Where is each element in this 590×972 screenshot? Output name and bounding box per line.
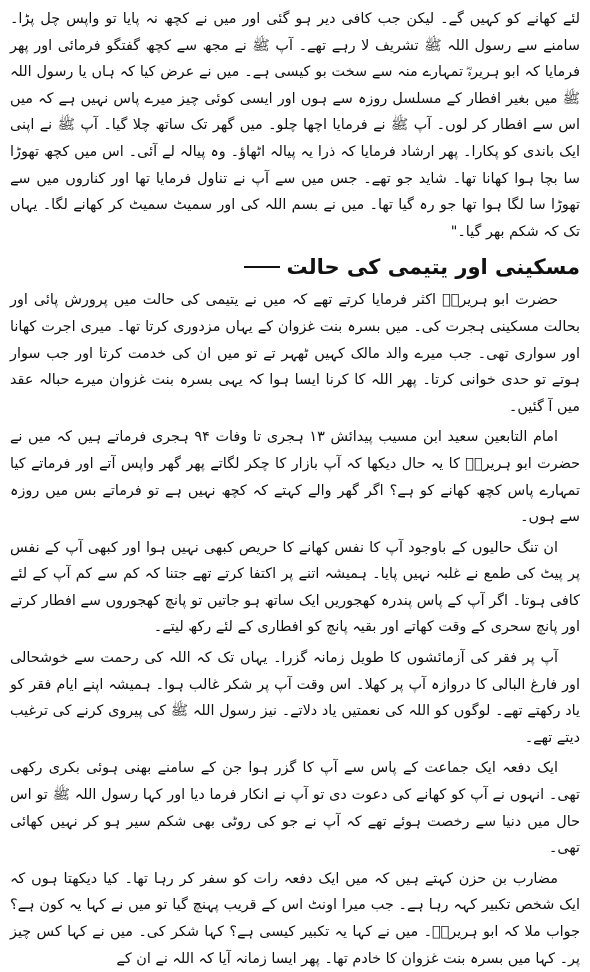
paragraph-2: امام التابعین سعید ابن مسیب پیدائش ۱۳ ہجری تا وفات ۹۴ ہجری فرماتے ہیں کہ میں نے حضرت ابو ہریرہؓ کا یہ حال دیکھا کہ آپ بازار کا چکر لگاتے پھر گھر واپس آتے اور فرماتے کیا تمہارے پاس کچھ کھانے کو ہے؟ اگر گھر والے کہتے کہ کچھ نہیں ہے تو فرماتے بس میں روزہ سے ہوں۔ [10, 429, 580, 526]
paragraph-3: ان تنگ حالیوں کے باوجود آپ کا نفس کھانے کا حریص کبھی نہیں ہوا اور کبھی آپ کے نفس پر پیٹ کی طمع نے غلبہ نہیں پایا۔ ہمیشہ اتنے پر اکتفا کرتے تھے جتنا کہ کم سے کم آپ کے لئے کافی ہوتا۔ اگر آپ کے پاس پندرہ کھجوریں ایک ساتھ ہو جاتیں تو پانچ کھجوروں سے افطار کرتے اور پانچ سحری کے وقت کھاتے اور بقیہ پانچ کو افطاری کے لئے رکھ لیتے۔ [10, 539, 580, 636]
paragraph-1: حضرت ابو ہریرہؓ اکثر فرمایا کرتے تھے کہ میں نے یتیمی کی حالت میں پرورش پائی اور بحالت مسکینی ہجرت کی۔ میں بسرہ بنت غزوان کے یہاں مزدوری کرتا تھا۔ میری اجرت کھانا اور سواری تھی۔ جب میرے والد مالک کہیں ٹھہر تے تو میں ان کی خدمت کرتا اور جب سوار ہوتے تو حدی خوانی کرتا۔ پھر اللہ کا کرنا ایسا ہوا کہ یہی بسرہ بنت غزوان میرے حبالہ عقد میں آ گئیں۔ [10, 292, 580, 415]
paragraph-5: ایک دفعہ ایک جماعت کے پاس سے آپ کا گزر ہوا جن کے سامنے بھنی ہوئی بکری رکھی تھی۔ انہوں نے آپ کو کھانے کی دعوت دی تو آپ نے انکار فرما دیا اور کہا رسول اللہ ﷺ تو اس حال میں دنیا سے رخصت ہوئے تھے کہ آپ نے جو کی روٹی بھی شکم سیر ہو کر نہیں کھائی تھی۔ [10, 760, 580, 857]
paragraph-6: مضارب بن حزن کہتے ہیں کہ میں ایک دفعہ رات کو سفر کر رہا تھا۔ کیا دیکھتا ہوں کہ ایک شخص تکبیر کہہ رہا ہے۔ جب میرا اونٹ اس کے قریب پہنچ گیا تو میں نے کہا یہ کون ہے؟ جواب ملا کہ ابو ہریرہؓ۔ میں نے کہا یہ تکبیر کیسی ہے؟ کہا شکر کی۔ میں نے کہا کس چیز پر۔ کہا میں بسرہ بنت غزوان کا خادم تھا۔ پھر ایسا زمانہ آیا کہ اللہ نے ان کے [10, 870, 580, 967]
section-heading-text: مسکینی اور یتیمی کی حالت [286, 255, 580, 280]
section-heading [10, 253, 580, 281]
paragraph-4: آپ پر فقر کی آزمائشوں کا طویل زمانہ گزرا۔ یہاں تک کہ اللہ کی رحمت سے خوشحالی اور فارغ البالی کا دروازہ آپ پر کھلا۔ اس وقت آپ پر شکر غالب ہوا۔ ہمیشہ اپنے ایام فقر کو یاد رکھتے تھے۔ لوگوں کو اللہ کی نعمتیں یاد دلاتے۔ نیز رسول اللہ ﷺ کی پیروی کرنے کی ترغیب دیتے تھے۔ [10, 650, 580, 746]
paragraph-continued: لئے کھانے کو کہیں گے۔ لیکن جب کافی دیر ہو گئی اور میں نے کچھ نہ پایا تو واپس چل پڑا۔ سامنے سے رسول اللہ ﷺ تشریف لا رہے تھے۔ آپ ﷺ نے مجھ سے کچھ گفتگو فرمائی اور پھر فرمایا کہ ابو ہریرہؓ تمہارے منہ سے سخت بو کیسی ہے۔ میں نے عرض کیا کہ ہاں یا رسول اللہ ﷺ میں بغیر افطار کے مسلسل روزہ سے ہوں اور ایسی کوئی چیز میرے پاس نہیں ہے کہ میں اس سے افطار کر لوں۔ آپ ﷺ نے فرمایا اچھا چلو۔ میں گھر تک ساتھ چلا گیا۔ آپ ﷺ نے اپنی ایک باندی کو پکارا۔ پھر ارشاد فرمایا کہ ذرا یہ پیالہ اٹھاؤ۔ وہ پیالہ لے آئی۔ اس میں کچھ تھوڑا سا بچا ہوا کھانا تھا۔ شاید جو تھے۔ جس میں سے آپ نے تناول فرمایا تھا اور کناروں میں سے تھوڑا سا لگا ہوا تھا جو رہ گیا تھا۔ میں نے بسم اللہ کی اور سمیٹ سمیٹ کر کھانے لگا۔ یہاں تک کہ شکم بھر گیا۔" [10, 11, 580, 240]
heading-underline [244, 266, 280, 268]
